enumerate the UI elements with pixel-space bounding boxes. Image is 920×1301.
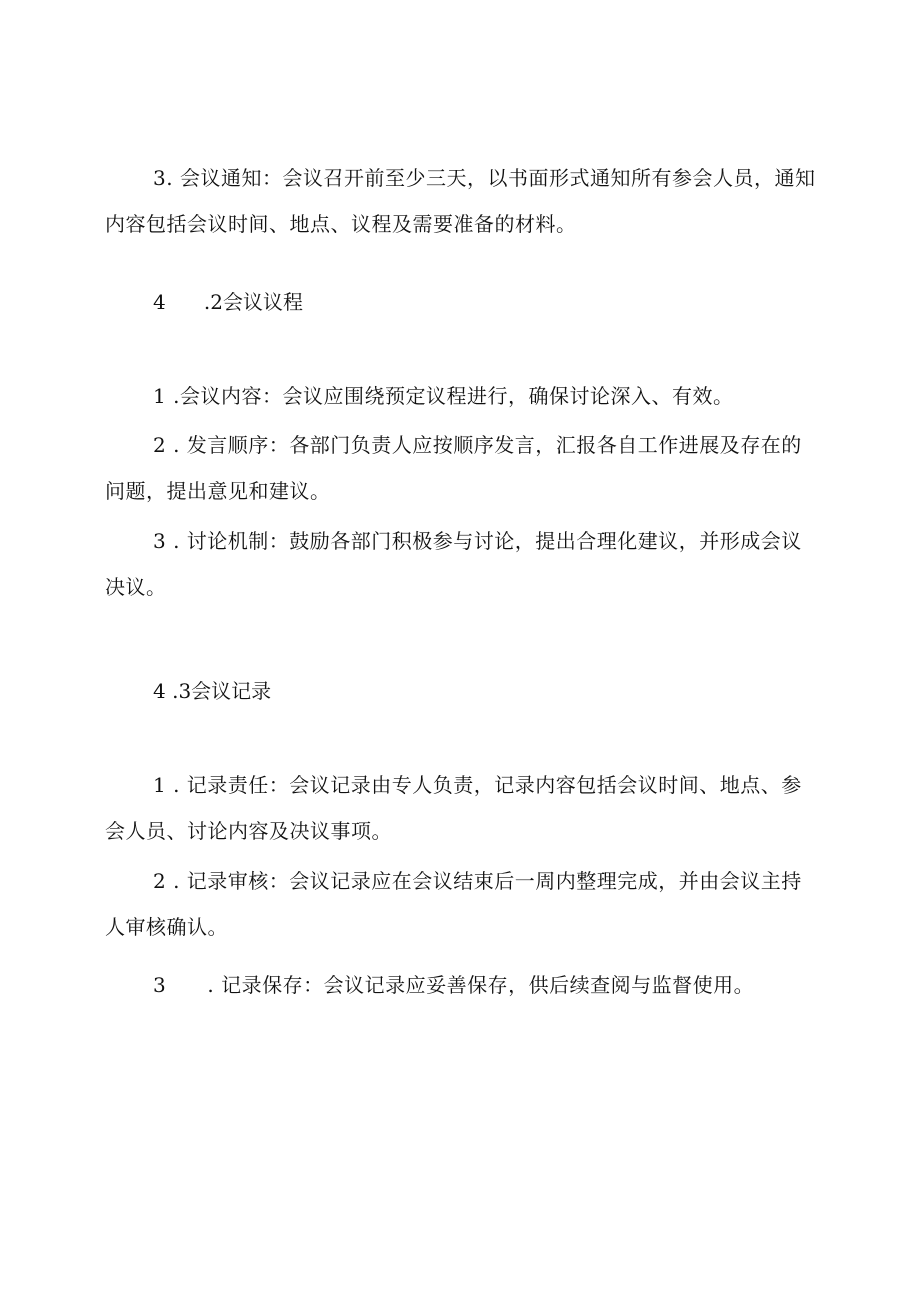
paragraph-minutes-storage: 3 . 记录保存：会议记录应妥善保存，供后续查阅与监督使用。 (153, 973, 755, 997)
paragraph-speaking-order: 2 . 发言顺序：各部门负责人应按顺序发言，汇报各自工作进展及存在的问题，提出意见和建议。 (105, 433, 802, 503)
paragraph-discussion-mechanism: 3 . 讨论机制：鼓励各部门积极参与讨论，提出合理化建议，并形成会议决议。 (105, 529, 802, 599)
section-heading-meeting-minutes: 4 .3会议记录 (153, 679, 272, 703)
paragraph-meeting-content: 1 .会议内容：会议应围绕预定议程进行，确保讨论深入、有效。 (153, 384, 734, 408)
paragraph-minutes-review: 2 . 记录审核：会议记录应在会议结束后一周内整理完成，并由会议主持人审核确认。 (105, 869, 802, 939)
paragraph-meeting-notice: 3. 会议通知：会议召开前至少三天，以书面形式通知所有参会人员，通知内容包括会议时间、地点、议程及需要准备的材料。 (105, 166, 816, 236)
paragraph-minutes-responsibility: 1 . 记录责任：会议记录由专人负责，记录内容包括会议时间、地点、参会人员、讨论内容及决议事项。 (105, 773, 802, 843)
section-heading-meeting-agenda: 4 .2会议议程 (153, 290, 303, 314)
